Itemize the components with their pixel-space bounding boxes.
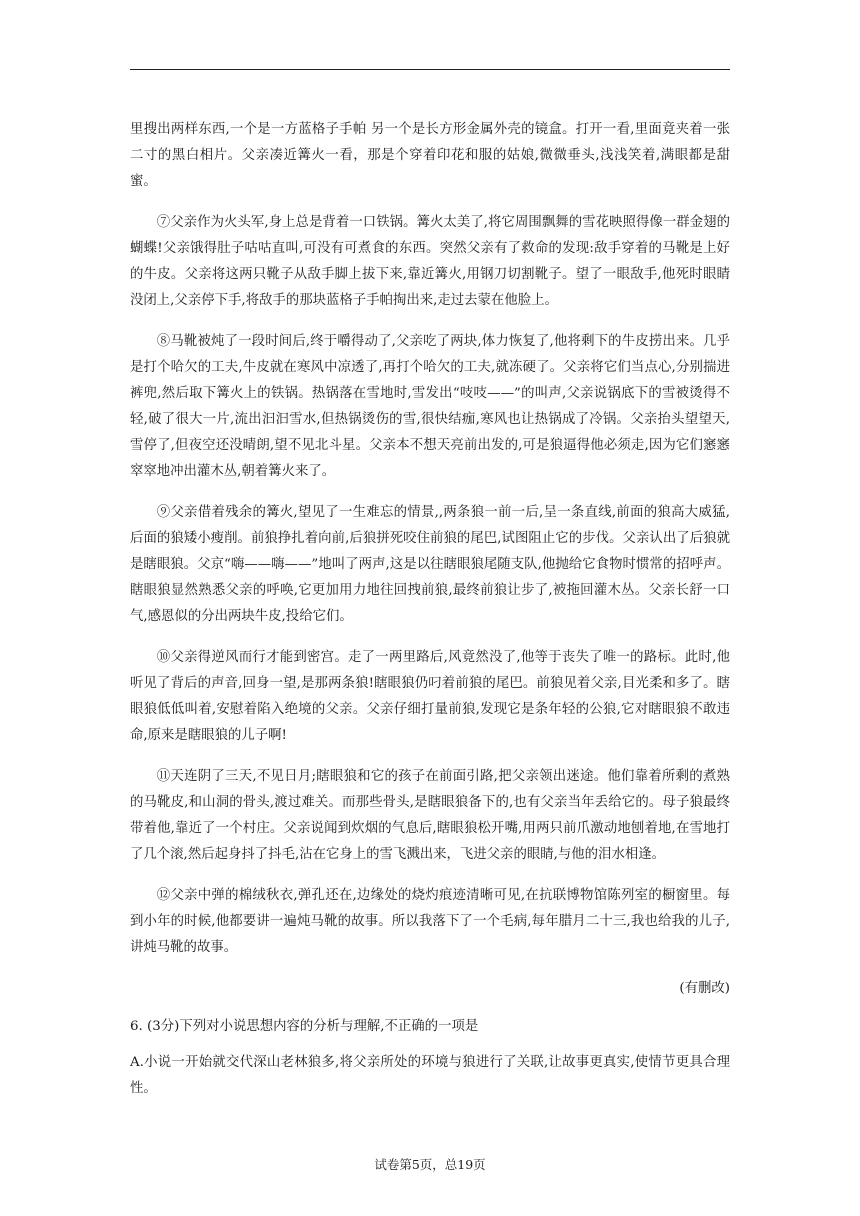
story-paragraph-8: ⑧马靴被炖了一段时间后,终于嚼得动了,父亲吃了两块,体力恢复了,他将剩下的牛皮捞出来。几乎是打个哈欠的工夫,牛皮就在寒风中凉透了,再打个哈欠的工夫,就冻硬了。父亲将它们当点心,分别揣进裤兜,然后取下篝火上的铁锅。热锅落在雪地时,雪发出“吱吱——”的叫声,父亲说锅底下的雪被烫得不轻,破了很大一片,流出汩汩雪水,但热锅烫伤的雪,很快结痂,寒风也让热锅成了冷锅。父亲抬头望望天,雪停了,但夜空还没晴朗,望不见北斗星。父亲本不想天亮前出发的,可是狼逼得他必须走,因为它们窸窸窣窣地冲出灌木丛,朝着篝火来了。 bbox=[130, 334, 730, 479]
story-paragraph-6-continued: 里搜出两样东西,一个是一方蓝格子手帕 另一个是长方形金属外壳的镜盒。打开一看,里面竟夹着一张二寸的黑白相片。父亲凑近篝火一看，那是个穿着印花和服的姑娘,微微垂头,浅浅笑着,满眼都是甜蜜。 bbox=[130, 122, 730, 189]
story-paragraph-10: ⑩父亲得逆风而行才能到密宫。走了一两里路后,风竟然没了,他等于丧失了唯一的路标。此时,他听见了背后的声音,回身一望,是那两条狼!瞎眼狼仍叼着前狼的尾巴。前狼见着父亲,目光柔和多了。瞎眼狼低低叫着,安慰着陷入绝境的父亲。父亲仔细打量前狼,发现它是条年轻的公狼,它对瞎眼狼不敢违命,原来是瞎眼狼的儿子啊! bbox=[130, 650, 730, 743]
story-paragraph-12: ⑫父亲中弹的棉绒秋衣,弹孔还在,边缘处的烧灼痕迹清晰可见,在抗联博物馆陈列室的橱窗里。每到小年的时候,他都要讲一遍炖马靴的故事。所以我落下了一个毛病,每年腊月二十三,我也给我的儿子,讲炖马靴的故事。 bbox=[130, 888, 730, 955]
page-footer: 试卷第5页，总19页 bbox=[374, 1157, 486, 1172]
question-6: 6. (3分)下列对小说思想内容的分析与理解,不正确的一项是 bbox=[130, 1019, 479, 1034]
story-paragraph-9: ⑨父亲借着残余的篝火,望见了一生难忘的情景,,两条狼一前一后,呈一条直线,前面的狼高大威猛,后面的狼矮小瘦削。前狼挣扎着向前,后狼拼死咬住前狼的尾巴,试图阻止它的步伐。父亲认出了后狼就是瞎眼狼。父京“嗨——嗨——”地叫了两声,这是以往瞎眼狼尾随支队,他抛给它食物时惯常的招呼声。瞎眼狼显然熟悉父亲的呼唤,它更加用力地往回拽前狼,最终前狼让步了,被拖回灌木丛。父亲长舒一口气,感恩似的分出两块牛皮,投给它们。 bbox=[130, 505, 730, 624]
header-rule bbox=[130, 69, 730, 70]
document-body bbox=[130, 117, 730, 1102]
question-6-option-a: A.小说一开始就交代深山老林狼多,将父亲所处的环境与狼进行了关联,让故事更真实,使情节更具合理性。 bbox=[130, 1055, 730, 1096]
source-note: (有删改) bbox=[679, 981, 730, 996]
story-paragraph-11: ⑪天连阴了三天,不见日月;瞎眼狼和它的孩子在前面引路,把父亲领出迷途。他们靠着所剩的煮熟的马靴皮,和山洞的骨头,渡过难关。而那些骨头,是瞎眼狼备下的,也有父亲当年丢给它的。母子狼最终带着他,靠近了一个村庄。父亲说闻到炊烟的气息后,瞎眼狼松开嘴,用两只前爪激动地刨着地,在雪地打了几个滚,然后起身抖了抖毛,沾在它身上的雪飞溅出来，飞进父亲的眼睛,与他的泪水相逢。 bbox=[130, 769, 730, 862]
story-paragraph-7: ⑦父亲作为火头军,身上总是背着一口铁锅。篝火太美了,将它周围飘舞的雪花映照得像一群金翅的蝴蝶!父亲饿得肚子咕咕直叫,可没有可煮食的东西。突然父亲有了救命的发现:敌手穿着的马靴是上好的牛皮。父亲将这两只靴子从敌手脚上拔下来,靠近篝火,用钢刀切割靴子。望了一眼敌手,他死时眼睛没闭上,父亲停下手,将敌手的那块蓝格子手帕掏出来,走过去蒙在他脸上。 bbox=[130, 215, 730, 308]
